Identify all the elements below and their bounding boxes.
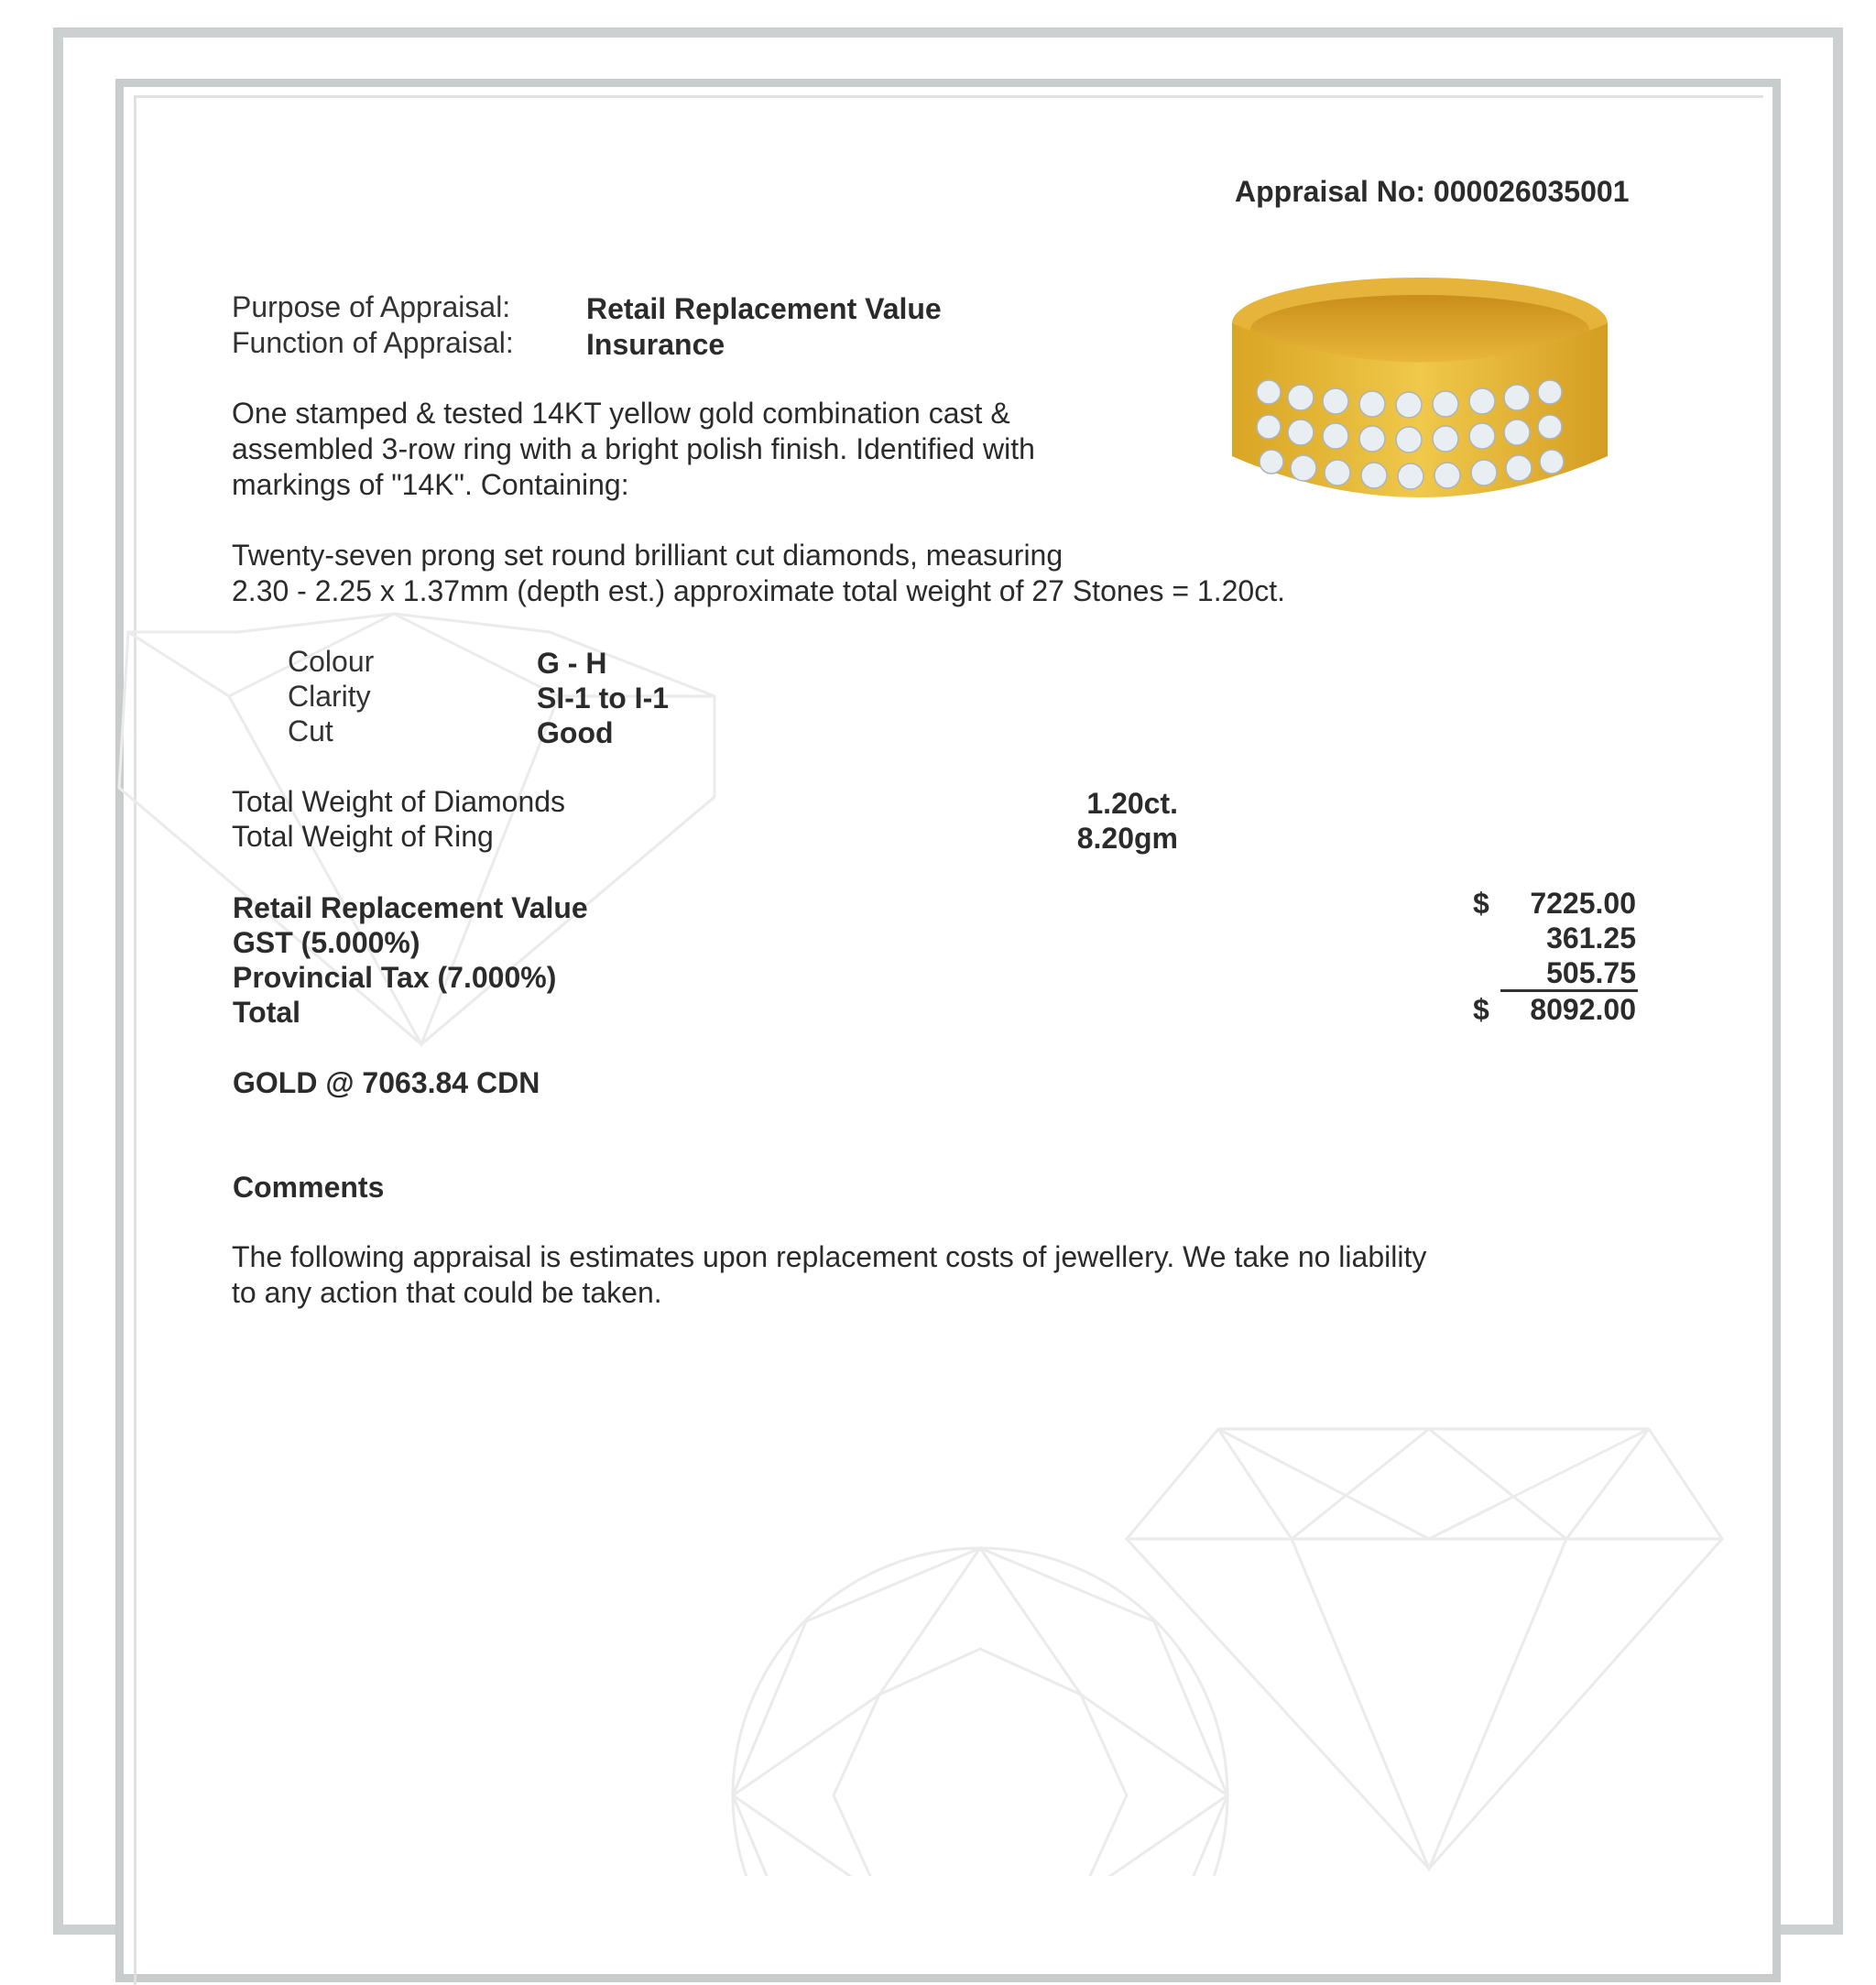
valuation-label: Total xyxy=(233,996,301,1029)
description-line-3: markings of "14K". Containing: xyxy=(232,468,629,501)
diamonds-line-1: Twenty-seven prong set round brilliant cut diamonds, measuring xyxy=(232,539,1063,572)
grading-label: Colour xyxy=(288,645,375,678)
purpose-label: Purpose of Appraisal: xyxy=(232,290,511,323)
valuation-label: Retail Replacement Value xyxy=(233,891,588,924)
description-line-1: One stamped & tested 14KT yellow gold combination cast & xyxy=(232,397,1010,430)
function-value: Insurance xyxy=(586,328,725,361)
function-label: Function of Appraisal: xyxy=(232,326,514,359)
grading-value: Good xyxy=(537,716,614,749)
comments-line-1: The following appraisal is estimates upon replacement costs of jewellery. We take no liability xyxy=(232,1240,1427,1273)
valuation-amount: 8092.00 xyxy=(1530,993,1636,1026)
description-line-2: assembled 3-row ring with a bright polish finish. Identified with xyxy=(232,432,1035,465)
grading-value: SI-1 to I-1 xyxy=(537,682,670,714)
valuation-amount: 361.25 xyxy=(1546,922,1636,954)
currency-symbol: $ xyxy=(1473,887,1489,920)
weight-value: 8.20gm xyxy=(1076,822,1178,855)
gold-price: GOLD @ 7063.84 CDN xyxy=(233,1066,540,1099)
grading-value: G - H xyxy=(537,647,607,680)
grading-label: Clarity xyxy=(288,680,371,713)
currency-symbol: $ xyxy=(1473,993,1489,1026)
valuation-label: Provincial Tax (7.000%) xyxy=(233,961,557,994)
valuation-amount: 505.75 xyxy=(1546,956,1636,989)
weight-value: 1.20ct. xyxy=(1086,787,1178,820)
appraisal-number: Appraisal No: 000026035001 xyxy=(1235,175,1630,208)
weight-label: Total Weight of Ring xyxy=(232,820,494,853)
ring-photo-icon xyxy=(1227,273,1612,539)
grading-label: Cut xyxy=(288,714,333,747)
weight-label: Total Weight of Diamonds xyxy=(232,785,566,818)
purpose-value: Retail Replacement Value xyxy=(586,292,942,325)
comments-heading: Comments xyxy=(233,1171,385,1204)
valuation-label: GST (5.000%) xyxy=(233,926,420,959)
diamonds-line-2: 2.30 - 2.25 x 1.37mm (depth est.) approximate total weight of 27 Stones = 1.20ct. xyxy=(232,574,1285,607)
comments-line-2: to any action that could be taken. xyxy=(232,1276,662,1309)
valuation-amount: 7225.00 xyxy=(1530,887,1636,920)
